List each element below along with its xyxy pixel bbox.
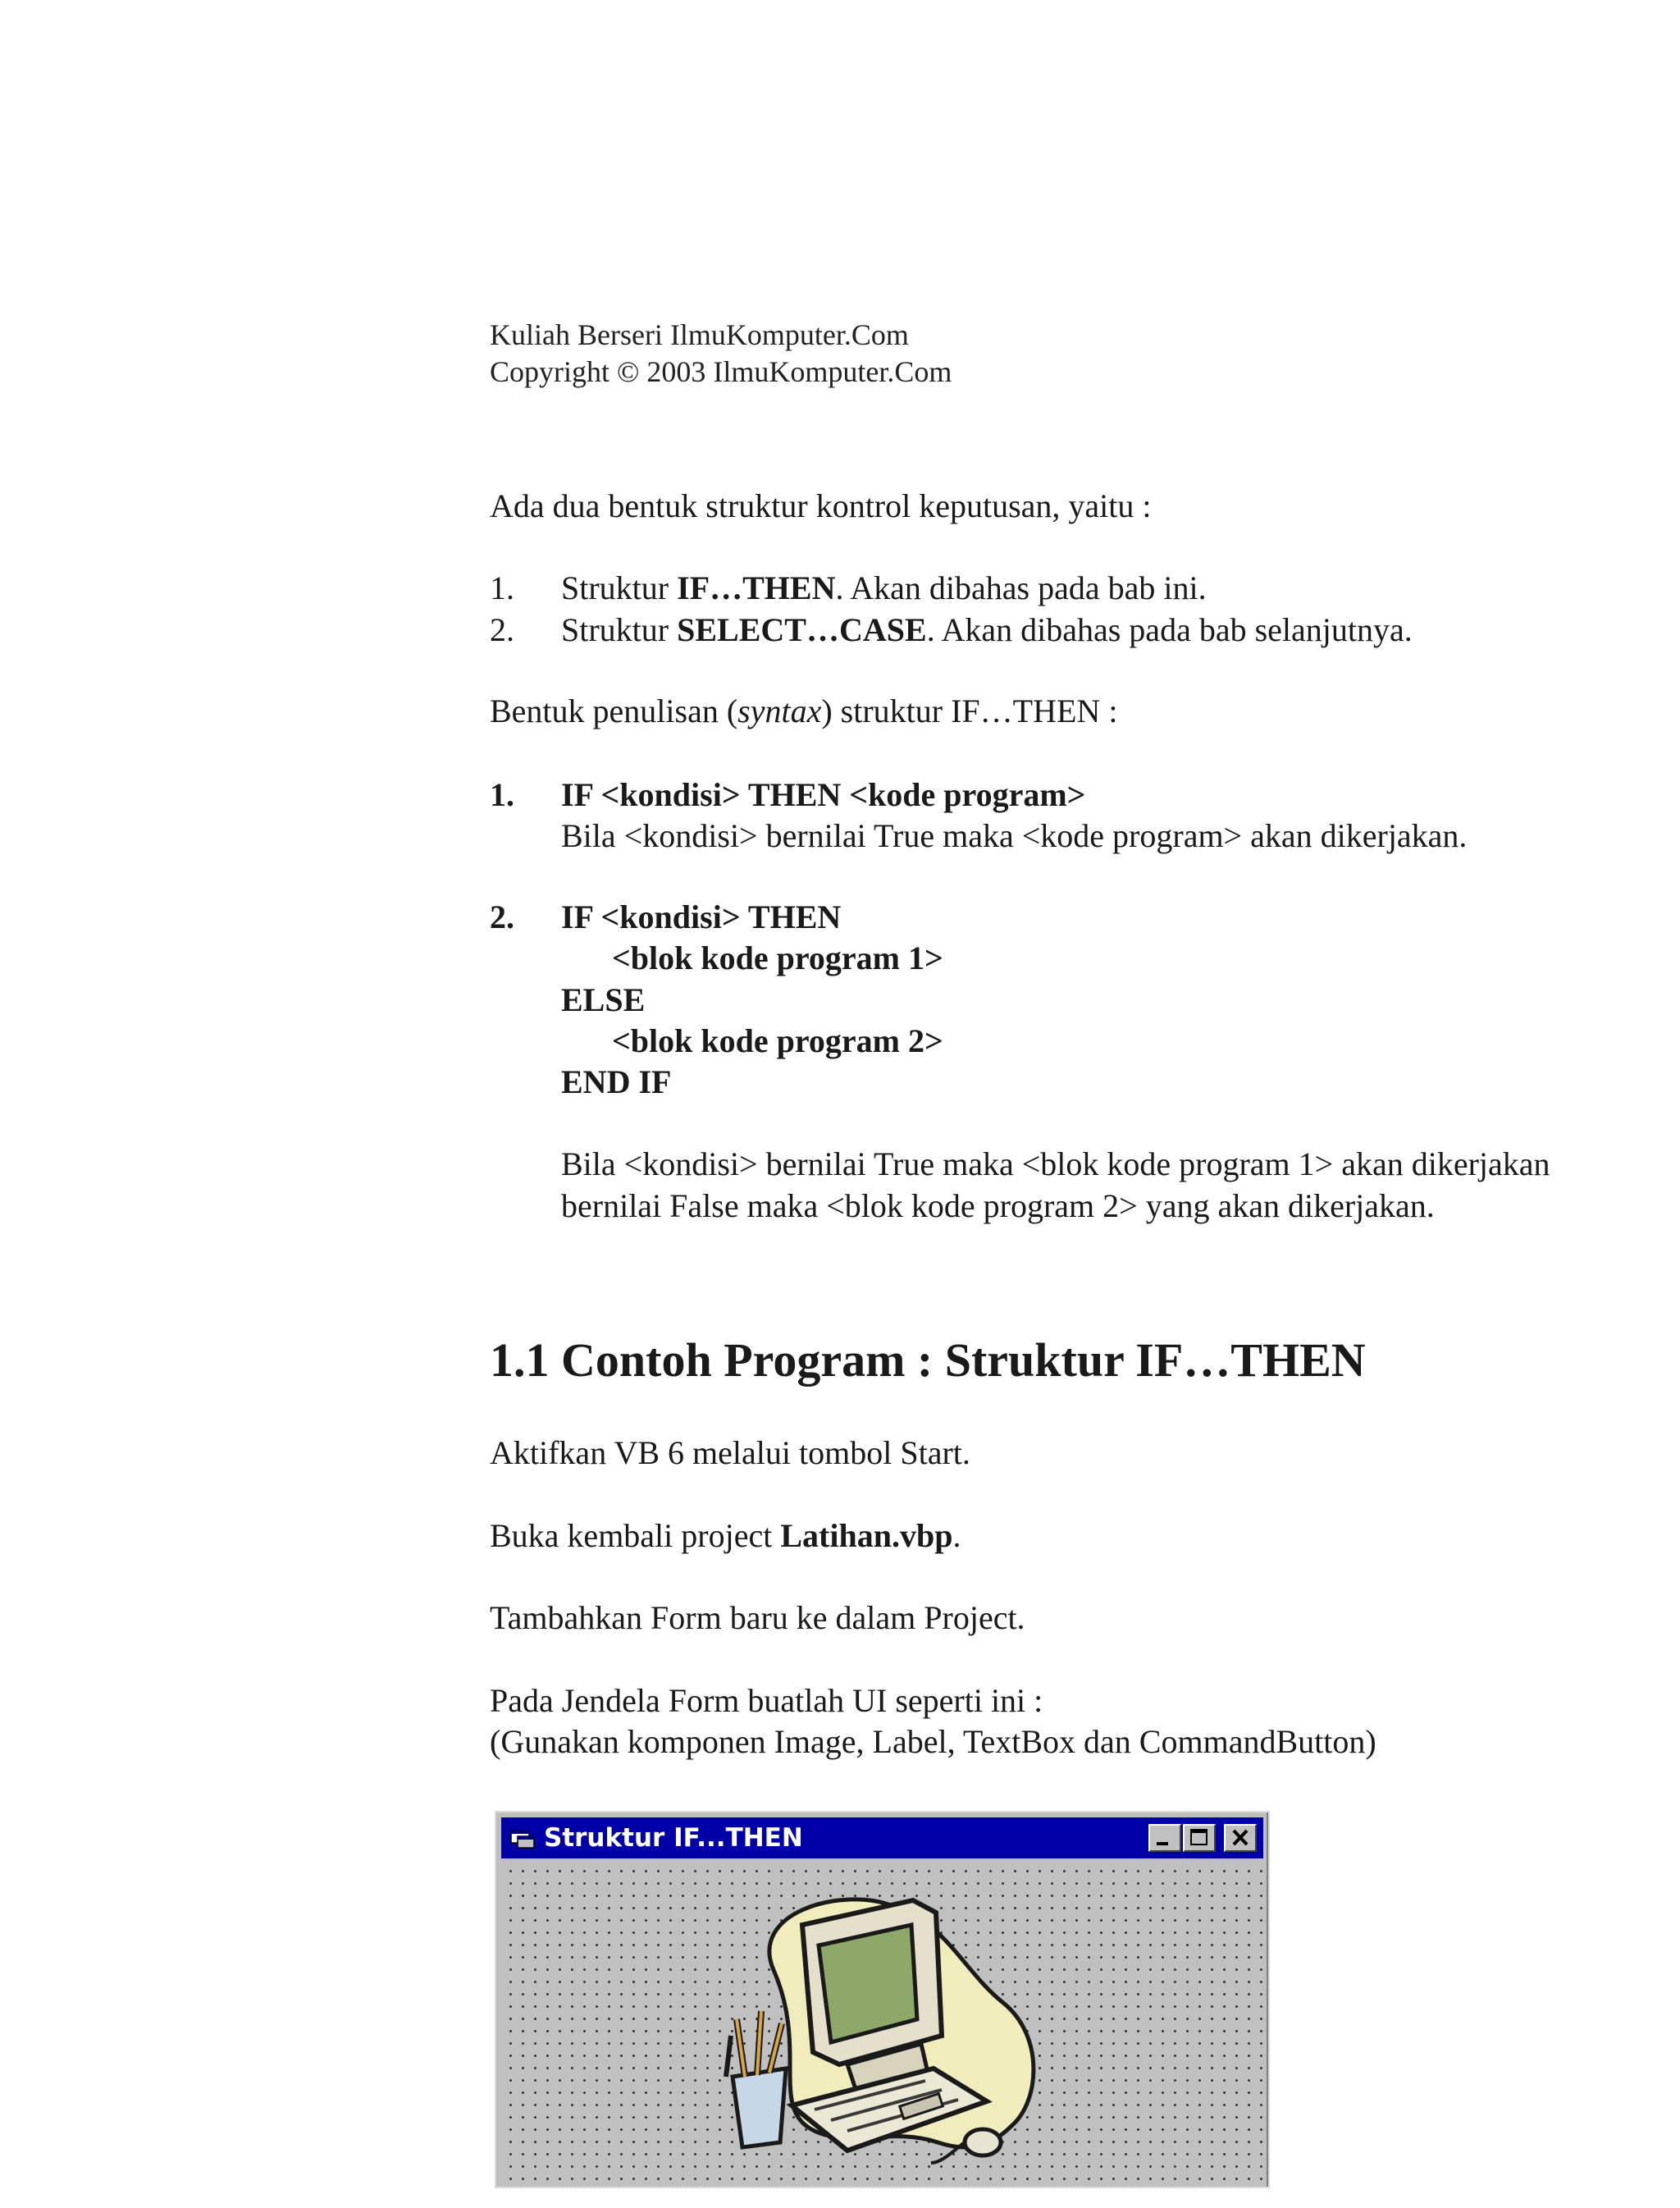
close-button[interactable] <box>1224 1824 1257 1852</box>
step-paragraph: (Gunakan komponen Image, Label, TextBox dan CommandButton) <box>490 1723 1376 1760</box>
step-paragraph: Tambahkan Form baru ke dalam Project. <box>490 1599 1025 1636</box>
syntax-number: 2. <box>490 898 514 935</box>
syntax-code-line: <blok kode program 2> <box>612 1022 943 1059</box>
maximize-icon <box>1185 1826 1214 1850</box>
close-icon <box>1226 1826 1255 1850</box>
syntax-intro: Bentuk penulisan (syntax) struktur IF…THEN : <box>490 693 1118 729</box>
window-title: Struktur IF...THEN <box>544 1823 803 1853</box>
section-heading: 1.1 Contoh Program : Struktur IF…THEN <box>490 1333 1366 1387</box>
window-titlebar <box>501 1817 1263 1858</box>
syntax-code-line: IF <kondisi> THEN <kode program> <box>561 776 1086 813</box>
form-design-grid <box>501 1862 1263 2187</box>
vb-form-window <box>495 1811 1270 2188</box>
list-number: 1. <box>490 569 514 606</box>
syntax-description: Bila <kondisi> bernilai True maka <kode program> akan dikerjakan. <box>561 817 1468 854</box>
minimize-button[interactable] <box>1148 1824 1181 1852</box>
step-paragraph: Buka kembali project Latihan.vbp. <box>490 1517 961 1554</box>
syntax-number: 1. <box>490 776 514 813</box>
list-number: 2. <box>490 611 514 648</box>
computer-clipart-image <box>716 1880 1040 2208</box>
syntax-code-line: END IF <box>561 1063 672 1100</box>
list-item: Struktur SELECT…CASE. Akan dibahas pada bab selanjutnya. <box>561 611 1413 648</box>
form-icon <box>509 1826 536 1849</box>
intro-paragraph: Ada dua bentuk struktur kontrol keputusan, yaitu : <box>490 487 1152 524</box>
syntax-description: Bila <kondisi> bernilai True maka <blok kode program 1> akan dikerjakan <box>561 1145 1550 1182</box>
maximize-button[interactable] <box>1183 1824 1216 1852</box>
syntax-code-line: <blok kode program 1> <box>612 939 943 976</box>
list-item: Struktur IF…THEN. Akan dibahas pada bab ini. <box>561 569 1207 606</box>
syntax-code-line: IF <kondisi> THEN <box>561 898 842 935</box>
minimize-icon <box>1150 1826 1180 1850</box>
step-paragraph: Aktifkan VB 6 melalui tombol Start. <box>490 1434 970 1471</box>
syntax-code-line: ELSE <box>561 981 646 1018</box>
step-paragraph: Pada Jendela Form buatlah UI seperti ini : <box>490 1682 1043 1719</box>
header-line-2: Copyright © 2003 IlmuKomputer.Com <box>490 355 952 388</box>
syntax-description: bernilai False maka <blok kode program 2> yang akan dikerjakan. <box>561 1187 1435 1224</box>
header-line-1: Kuliah Berseri IlmuKomputer.Com <box>490 318 909 351</box>
